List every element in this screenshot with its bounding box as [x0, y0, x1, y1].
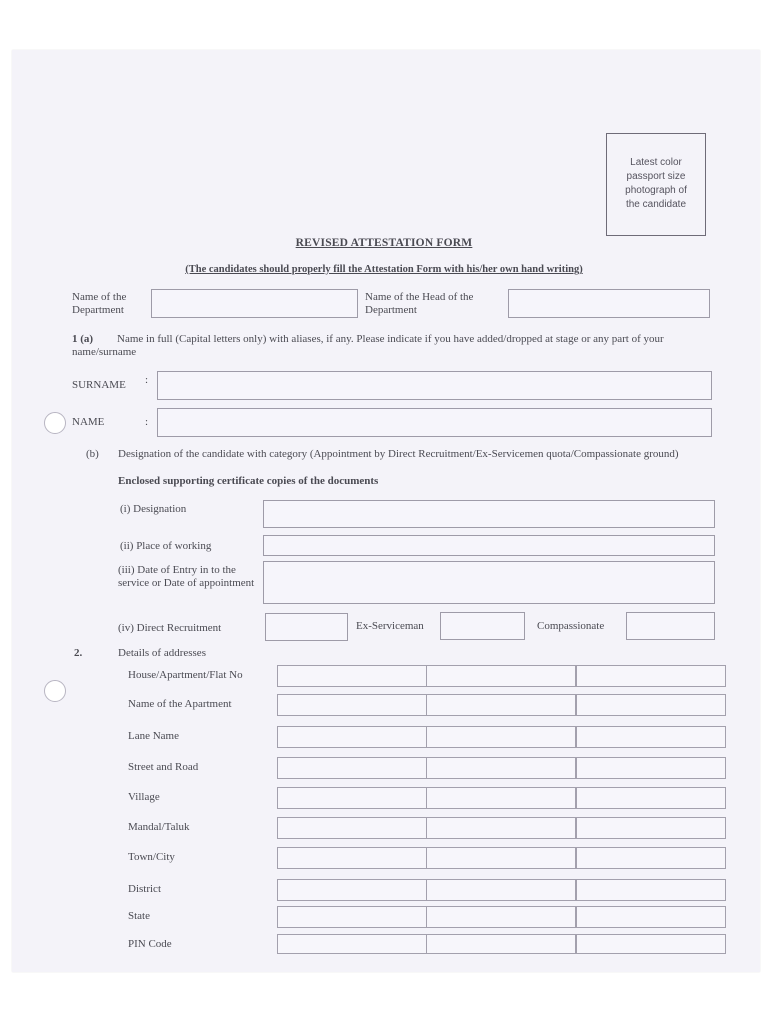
address-cell[interactable]	[426, 787, 576, 809]
department-label-line1: Name of the	[72, 291, 127, 303]
photo-box-line: Latest color	[630, 157, 682, 168]
name-colon: :	[145, 416, 149, 428]
address-cell[interactable]	[277, 665, 427, 687]
ex-serviceman-field[interactable]	[440, 612, 525, 640]
address-row-label: Town/City	[128, 851, 175, 863]
photo-box	[606, 133, 706, 236]
address-cell[interactable]	[277, 847, 427, 869]
department-label-line2: Department	[72, 304, 124, 316]
address-row-label: State	[128, 910, 150, 922]
address-row-label: PIN Code	[128, 938, 172, 950]
addresses-title: Details of addresses	[118, 647, 206, 659]
address-cell[interactable]	[576, 817, 726, 839]
photo-box-line: the candidate	[625, 199, 687, 210]
address-cell[interactable]	[576, 726, 726, 748]
address-cell[interactable]	[426, 726, 576, 748]
surname-colon: :	[145, 374, 149, 386]
direct-recruitment-label: (iv) Direct Recruitment	[118, 622, 222, 634]
question-1a-text: Name in full (Capital letters only) with aliases, if any. Please indicate if you have added/dropped at stage or any part of your name/surname	[72, 333, 664, 358]
address-cell[interactable]	[576, 879, 726, 901]
address-cell[interactable]	[426, 694, 576, 716]
address-row-label: Street and Road	[128, 761, 199, 773]
address-cell[interactable]	[277, 757, 427, 779]
head-of-department-label-line2: Department	[365, 304, 417, 316]
form-title: REVISED ATTESTATION FORM	[295, 237, 473, 249]
designation-label: (i) Designation	[120, 503, 187, 515]
punch-hole	[44, 412, 66, 434]
address-cell[interactable]	[576, 847, 726, 869]
date-of-entry-field[interactable]	[263, 561, 715, 604]
date-of-entry-label: (iii) Date of Entry in to the service or Date of appointment	[118, 564, 255, 589]
address-cell[interactable]	[277, 817, 427, 839]
surname-label: SURNAME	[72, 379, 126, 391]
address-cell[interactable]	[576, 694, 726, 716]
photo-box-line: passport size	[626, 171, 686, 182]
enclosed-documents-note: Enclosed supporting certificate copies of the documents	[118, 475, 379, 487]
address-cell[interactable]	[576, 665, 726, 687]
ex-serviceman-label: Ex-Serviceman	[356, 620, 424, 632]
address-row-label: Name of the Apartment	[128, 698, 232, 710]
question-1b-text: Designation of the candidate with category (Appointment by Direct Recruitment/Ex-Servicemen quota/Compassionate ground)	[118, 448, 679, 460]
address-cell[interactable]	[277, 726, 427, 748]
address-cell[interactable]	[576, 757, 726, 779]
question-2-number: 2.	[74, 647, 83, 659]
address-cell[interactable]	[426, 906, 576, 928]
address-cell[interactable]	[576, 906, 726, 928]
address-cell[interactable]	[426, 817, 576, 839]
address-cell[interactable]	[426, 847, 576, 869]
address-cell[interactable]	[576, 787, 726, 809]
address-row-label: Village	[128, 791, 160, 803]
address-cell[interactable]	[426, 934, 576, 954]
head-of-department-label-line1: Name of the Head of the	[365, 291, 474, 303]
place-of-working-field[interactable]	[263, 535, 715, 556]
photo-box-line: photograph of	[625, 185, 687, 196]
address-cell[interactable]	[277, 906, 427, 928]
surname-field[interactable]	[157, 371, 712, 400]
designation-field[interactable]	[263, 500, 715, 528]
address-row-label: Mandal/Taluk	[128, 821, 190, 833]
direct-recruitment-field[interactable]	[265, 613, 348, 641]
compassionate-field[interactable]	[626, 612, 715, 640]
compassionate-label: Compassionate	[537, 620, 605, 632]
address-cell[interactable]	[426, 757, 576, 779]
address-row-label: House/Apartment/Flat No	[128, 669, 243, 681]
address-cell[interactable]	[277, 694, 427, 716]
address-cell[interactable]	[576, 934, 726, 954]
address-cell[interactable]	[426, 665, 576, 687]
address-row-label: District	[128, 883, 161, 895]
department-field[interactable]	[151, 289, 358, 318]
punch-hole	[44, 680, 66, 702]
address-cell[interactable]	[277, 934, 427, 954]
address-cell[interactable]	[426, 879, 576, 901]
question-1a-number: 1 (a)	[72, 333, 94, 345]
name-field[interactable]	[157, 408, 712, 437]
form-subtitle: (The candidates should properly fill the Attestation Form with his/her own hand writing)	[185, 264, 583, 275]
head-of-department-field[interactable]	[508, 289, 710, 318]
place-of-working-label: (ii) Place of working	[120, 540, 212, 552]
address-cell[interactable]	[277, 879, 427, 901]
address-cell[interactable]	[277, 787, 427, 809]
question-1b-number: (b)	[86, 448, 99, 460]
name-label: NAME	[72, 416, 105, 428]
address-row-label: Lane Name	[128, 730, 179, 742]
